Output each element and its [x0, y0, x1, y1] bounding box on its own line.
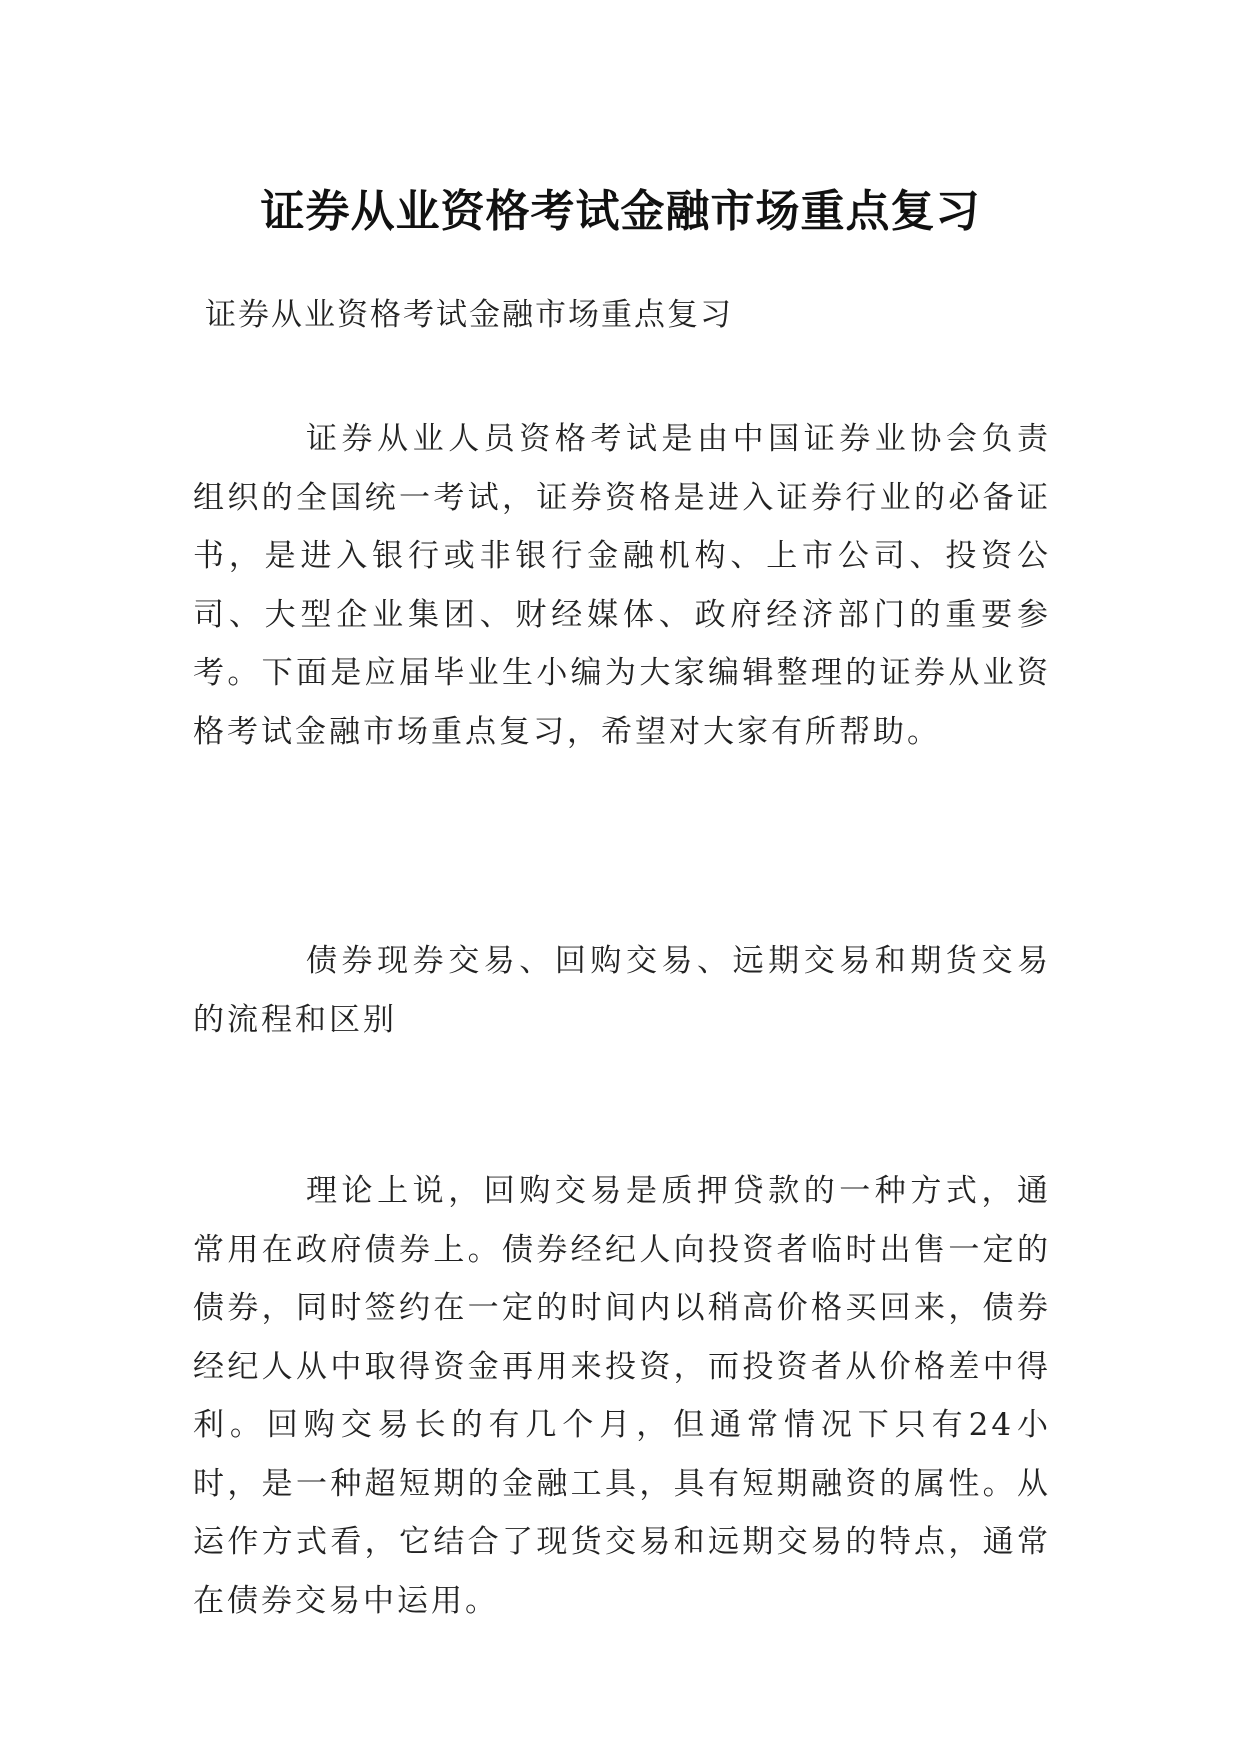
document-subtitle: 证券从业资格考试金融市场重点复习: [205, 297, 733, 333]
repo-paragraph: 理论上说，回购交易是质押贷款的一种方式，通常用在政府债券上。债券经纪人向投资者临时出售一定的债券，同时签约在一定的时间内以稍高价格买回来，债券经纪人从中取得资金再用来投资，而投资者从价格差中得利。回购交易长的有几个月，但通常情况下只有24小时，是一种超短期的金融工具，具有短期融资的属性。从运作方式看，它结合了现货交易和远期交易的特点，通常在债券交易中运用。: [193, 1173, 1051, 1619]
section-heading-paragraph: 债券现券交易、回购交易、远期交易和期货交易的流程和区别: [193, 943, 1051, 1038]
intro-paragraph: 证券从业人员资格考试是由中国证券业协会负责组织的全国统一考试，证券资格是进入证券行业的必备证书，是进入银行或非银行金融机构、上市公司、投资公司、大型企业集团、财经媒体、政府经济部门的重要参考。下面是应届毕业生小编为大家编辑整理的证券从业资格考试金融市场重点复习，希望对大家有所帮助。: [193, 421, 1051, 750]
document-title: 证券从业资格考试金融市场重点复习: [260, 186, 981, 238]
